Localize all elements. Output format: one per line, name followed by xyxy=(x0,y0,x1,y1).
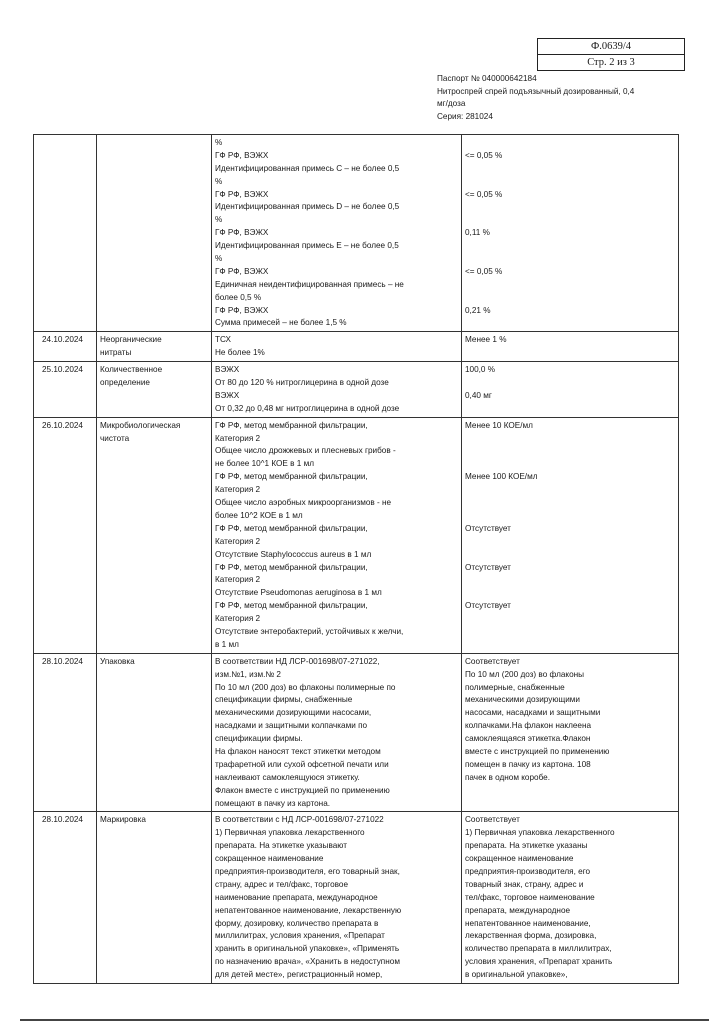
test-spec-cell-line: ГФ РФ, ВЭЖХ xyxy=(215,228,269,238)
test-result-cell-line xyxy=(465,201,675,214)
test-spec-cell-line: ГФ РФ, метод мембранной фильтрации, xyxy=(215,523,368,533)
test-result-cell-line: Соответствует xyxy=(465,815,520,825)
test-spec-cell-line: От 0,32 до 0,48 мг нитроглицерина в одной дозе xyxy=(215,403,400,413)
page-number: Стр. 2 из 3 xyxy=(538,54,684,70)
table-row xyxy=(34,332,679,362)
test-result-cell-line xyxy=(465,549,675,562)
test-spec-cell-line: Категория 2 xyxy=(215,575,261,585)
test-spec-cell xyxy=(212,362,462,418)
test-spec-cell-line: 1) Первичная упаковка лекарственного xyxy=(215,828,365,838)
test-spec-cell-line: Отсутствие Pseudomonas aeruginosa в 1 мл xyxy=(215,588,382,598)
test-spec-cell-line: В соответствии с НД ЛСР-001698/07-271022 xyxy=(215,815,384,825)
test-spec-cell-line: Не более 1% xyxy=(215,348,265,358)
test-result-cell-line: 1) Первичная упаковка лекарственного xyxy=(465,828,615,838)
test-result-cell-line xyxy=(465,574,675,587)
test-result-cell-line: препарата, международное xyxy=(465,905,571,915)
test-name-cell-line: Микробиологическая xyxy=(100,420,181,430)
test-spec-cell-line: Единичная неидентифицированная примесь – не xyxy=(215,279,404,289)
test-spec-cell-line: страну, адрес и тел/факс, торговое xyxy=(215,879,349,889)
test-result-cell-line xyxy=(465,292,675,305)
test-spec-cell-line: % xyxy=(215,254,223,264)
test-result-cell-line xyxy=(465,433,675,446)
test-result-cell-line: товарный знак, страну, адрес и xyxy=(465,879,584,889)
table-row xyxy=(34,417,679,653)
test-spec-cell xyxy=(212,135,462,332)
test-result-cell-line: непатентованное наименование, xyxy=(465,918,591,928)
test-spec-cell-line: спецификации фирмы, снабженные xyxy=(215,695,353,705)
test-result-cell-line: колпачками.На флакон наклеена xyxy=(465,721,592,731)
test-result-cell-line: пачек в одном коробе. xyxy=(465,772,550,782)
test-spec-cell-line: От 80 до 120 % нитроглицерина в одной дозе xyxy=(215,378,389,388)
test-spec-cell-line: изм.№1, изм.№ 2 xyxy=(215,669,281,679)
test-spec-cell-line: Категория 2 xyxy=(215,614,261,624)
test-spec-cell-line: % xyxy=(215,176,223,186)
table-row xyxy=(34,135,679,332)
test-result-cell-line: По 10 мл (200 доз) во флаконы xyxy=(465,669,585,679)
test-spec-cell-line: Идентифицированная примесь С – не более 0,5 xyxy=(215,163,400,173)
test-spec-cell-line: ГФ РФ, ВЭЖХ xyxy=(215,189,269,199)
test-result-cell-line: полимерные, снабженные xyxy=(465,682,565,692)
test-spec-cell-line: сокращенное наименование xyxy=(215,854,324,864)
test-date-cell: 26.10.2024 xyxy=(34,417,97,653)
test-result-cell-line: Отсутствует xyxy=(465,601,511,611)
test-spec-cell-line: механическими дозирующими насосами, xyxy=(215,708,372,718)
test-date-cell: 28.10.2024 xyxy=(34,653,97,812)
test-result-cell xyxy=(462,812,679,984)
test-spec-cell xyxy=(212,417,462,653)
test-date-cell: 25.10.2024 xyxy=(34,362,97,418)
test-result-cell-line: 0,40 мг xyxy=(465,390,492,400)
test-name-cell xyxy=(97,332,212,362)
test-spec-cell-line: хранить в оригинальной упаковке», «Применять xyxy=(215,944,400,954)
test-spec-cell-line: ГФ РФ, ВЭЖХ xyxy=(215,266,269,276)
test-spec-cell-line: ГФ РФ, ВЭЖХ xyxy=(215,150,269,160)
test-result-cell-line: <= 0,05 % xyxy=(465,266,503,276)
test-name-cell xyxy=(97,362,212,418)
test-name-cell-line: чистота xyxy=(100,433,130,443)
test-result-cell-line: <= 0,05 % xyxy=(465,189,503,199)
product-name-line2: мг/доза xyxy=(437,99,466,108)
test-spec-cell-line: ГФ РФ, метод мембранной фильтрации, xyxy=(215,601,368,611)
test-spec-cell-line: На флакон наносят текст этикетки методом xyxy=(215,746,381,756)
test-result-cell-line: лекарственная форма, дозировка, xyxy=(465,931,597,941)
test-result-cell-line: условия хранения, «Препарат хранить xyxy=(465,957,613,967)
test-result-cell-line: 0,21 % xyxy=(465,305,491,315)
test-spec-cell-line: ВЭЖХ xyxy=(215,390,240,400)
test-spec-cell-line: Отсутствие энтеробактерий, устойчивых к желчи, xyxy=(215,626,404,636)
test-result-cell-line: вместе с инструкцией по применению xyxy=(465,746,610,756)
test-result-cell-line: Менее 1 % xyxy=(465,335,507,345)
test-result-cell-line: предприятия-производителя, его xyxy=(465,866,591,876)
test-result-cell-line: Отсутствует xyxy=(465,523,511,533)
test-spec-cell-line: Категория 2 xyxy=(215,485,261,495)
test-spec-cell-line: препарата. На этикетке указывают xyxy=(215,841,347,851)
test-spec-cell-line: более 10^2 КОЕ в 1 мл xyxy=(215,510,303,520)
test-spec-cell-line: по назначению врача», «Хранить в недоступном xyxy=(215,957,400,967)
test-result-cell xyxy=(462,653,679,812)
test-result-cell-line: Отсутствует xyxy=(465,562,511,572)
test-spec-cell-line: По 10 мл (200 доз) во флаконы полимерные по xyxy=(215,682,396,692)
test-spec-cell-line: трафаретной или сухой офсетной печати или xyxy=(215,759,389,769)
test-result-cell-line xyxy=(465,377,675,390)
test-result-cell-line xyxy=(465,253,675,266)
table-row xyxy=(34,362,679,418)
test-spec-cell-line: более 0,5 % xyxy=(215,292,262,302)
test-spec-cell-line: Идентифицированная примесь D – не более 0,5 xyxy=(215,202,400,212)
test-result-cell-line xyxy=(465,176,675,189)
test-result-cell-line: помещен в пачку из картона. 108 xyxy=(465,759,591,769)
test-result-cell-line xyxy=(465,510,675,523)
test-result-cell-line: 100,0 % xyxy=(465,365,496,375)
test-result-cell-line: <= 0,05 % xyxy=(465,150,503,160)
test-result-cell-line: в оригинальной упаковке», xyxy=(465,970,568,980)
test-spec-cell-line: предприятия-производителя, его товарный знак, xyxy=(215,866,400,876)
form-code: Ф.0639/4 xyxy=(590,41,632,52)
analysis-table xyxy=(33,134,679,984)
test-result-cell xyxy=(462,135,679,332)
test-name-cell xyxy=(97,653,212,812)
form-code-box xyxy=(537,38,685,71)
test-spec-cell-line: ТСХ xyxy=(215,335,231,345)
test-result-cell-line: тел/факс, торговое наименование xyxy=(465,892,595,902)
test-spec-cell-line: форму, дозировку, количество препарата в xyxy=(215,918,379,928)
test-spec-cell-line: спецификации фирмы. xyxy=(215,734,303,744)
test-spec-cell-line: ГФ РФ, метод мембранной фильтрации, xyxy=(215,420,368,430)
test-spec-cell-line: для детей месте», регистрационный номер, xyxy=(215,970,383,980)
table-row xyxy=(34,812,679,984)
test-result-cell-line: Менее 10 КОЕ/мл xyxy=(465,420,533,430)
test-date-cell: 28.10.2024 xyxy=(34,812,97,984)
test-spec-cell-line: Общее число аэробных микроорганизмов - не xyxy=(215,498,392,508)
test-result-cell-line: сокращенное наименование xyxy=(465,854,574,864)
test-result-cell-line xyxy=(465,497,675,510)
test-result-cell-line: 0,11 % xyxy=(465,228,490,238)
test-name-cell-line: Маркировка xyxy=(100,815,146,825)
test-name-cell xyxy=(97,417,212,653)
test-name-cell-line: Неорганические xyxy=(100,335,162,345)
test-spec-cell-line: Категория 2 xyxy=(215,433,261,443)
test-spec-cell xyxy=(212,653,462,812)
table-row xyxy=(34,653,679,812)
page-bottom-edge xyxy=(20,1019,709,1021)
test-result-cell-line xyxy=(465,279,675,292)
test-result-cell xyxy=(462,362,679,418)
test-result-cell xyxy=(462,332,679,362)
test-date-cell: 24.10.2024 xyxy=(34,332,97,362)
test-date-cell xyxy=(34,135,97,332)
test-result-cell-line: препарата. На этикетке указаны xyxy=(465,841,588,851)
test-spec-cell-line: Идентифицированная примесь Е – не более 0,5 xyxy=(215,241,399,251)
test-name-cell-line: нитраты xyxy=(100,348,132,358)
test-result-cell-line xyxy=(465,214,675,227)
test-spec-cell-line: Флакон вместе с инструкцией по применению xyxy=(215,785,390,795)
test-result-cell xyxy=(462,417,679,653)
test-result-cell-line xyxy=(465,240,675,253)
test-spec-cell-line: миллилитрах, условия хранения, «Препарат xyxy=(215,931,385,941)
test-spec-cell-line: насадками и защитными колпачками по xyxy=(215,721,368,731)
test-spec-cell-line: ГФ РФ, метод мембранной фильтрации, xyxy=(215,472,368,482)
test-spec-cell-line: ГФ РФ, метод мембранной фильтрации, xyxy=(215,562,368,572)
test-spec-cell-line: наклеивают самоклеящуюся этикетку. xyxy=(215,772,360,782)
test-result-cell-line xyxy=(465,163,675,176)
product-name-line1: Нитроспрей спрей подъязычный дозированный, 0,4 xyxy=(437,86,635,96)
test-name-cell xyxy=(97,812,212,984)
test-name-cell-line: определение xyxy=(100,378,150,388)
test-result-cell-line xyxy=(465,137,675,150)
test-spec-cell-line: Категория 2 xyxy=(215,536,261,546)
test-result-cell-line: Менее 100 КОЕ/мл xyxy=(465,472,538,482)
document-header xyxy=(437,73,657,123)
test-spec-cell-line: Сумма примесей – не более 1,5 % xyxy=(215,318,347,328)
test-spec-cell xyxy=(212,332,462,362)
test-spec-cell-line: помещают в пачку из картона. xyxy=(215,798,331,808)
test-name-cell-line: Количественное xyxy=(100,365,163,375)
test-spec-cell-line: наименование препарата, международное xyxy=(215,892,378,902)
test-spec-cell-line: непатентованное наименование, лекарственную xyxy=(215,905,402,915)
test-spec-cell-line: Общее число дрожжевых и плесневых грибов - xyxy=(215,446,396,456)
test-result-cell-line: насосами, насадками и защитными xyxy=(465,708,601,718)
test-result-cell-line: механическими дозирующими xyxy=(465,695,580,705)
test-result-cell-line: Соответствует xyxy=(465,656,520,666)
test-result-cell-line xyxy=(465,587,675,600)
test-name-cell-line: Упаковка xyxy=(100,656,135,666)
test-spec-cell-line: ВЭЖХ xyxy=(215,365,240,375)
test-spec-cell-line: % xyxy=(215,138,223,147)
passport-number: Паспорт № 040000642184 xyxy=(437,74,537,83)
series-number: Серия: 281024 xyxy=(437,111,493,121)
test-spec-cell-line: % xyxy=(215,215,223,225)
test-spec-cell-line: в 1 мл xyxy=(215,639,239,649)
test-result-cell-line xyxy=(465,536,675,549)
test-name-cell xyxy=(97,135,212,332)
test-spec-cell xyxy=(212,812,462,984)
test-result-cell-line: самоклеящаяся этикетка.Флакон xyxy=(465,734,591,744)
test-result-cell-line: количество препарата в миллилитрах, xyxy=(465,944,612,954)
test-spec-cell-line: В соответствии НД ЛСР-001698/07-271022, xyxy=(215,656,380,666)
test-result-cell-line xyxy=(465,317,675,330)
test-result-cell-line xyxy=(465,458,675,471)
test-result-cell-line xyxy=(465,484,675,497)
test-spec-cell-line: ГФ РФ, ВЭЖХ xyxy=(215,305,269,315)
test-spec-cell-line: Отсутствие Staphylococcus aureus в 1 мл xyxy=(215,549,372,559)
test-result-cell-line xyxy=(465,445,675,458)
test-spec-cell-line: не более 10^1 КОЕ в 1 мл xyxy=(215,459,314,469)
